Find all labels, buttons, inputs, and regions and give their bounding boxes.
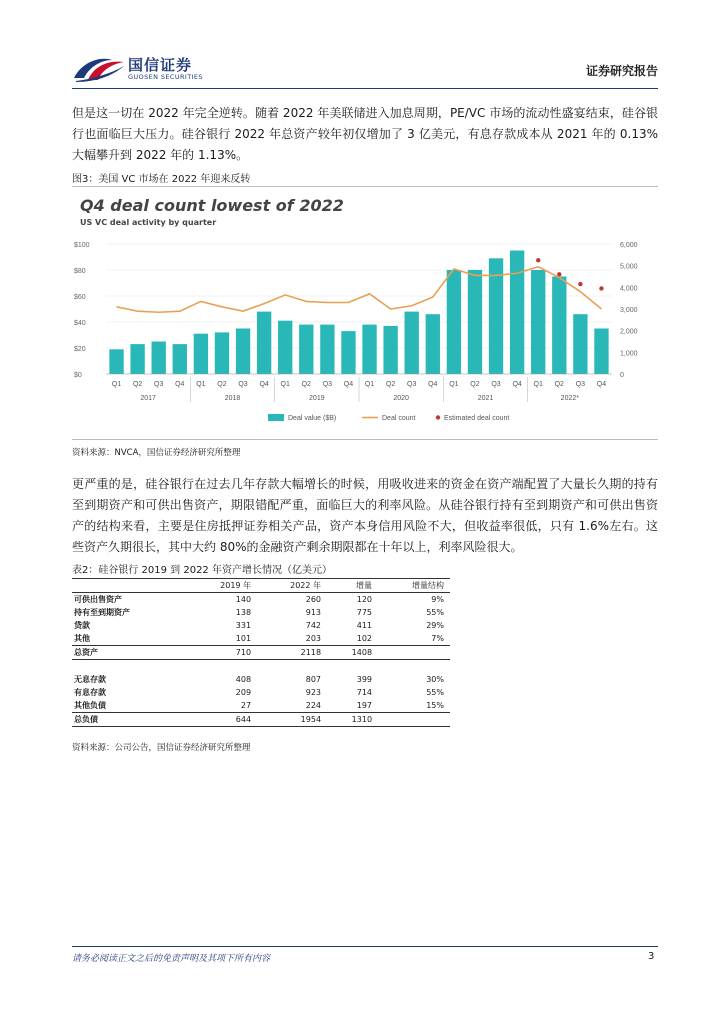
y-right-tick-label: 0 — [620, 372, 624, 379]
page-number: 3 — [648, 951, 655, 962]
page-header — [72, 48, 658, 88]
deal-value-bar — [173, 344, 187, 374]
table-row — [72, 632, 450, 646]
table-cell: 15% — [426, 701, 444, 710]
table-cell: 55% — [426, 608, 444, 617]
x-tick-label: Q3 — [238, 381, 248, 388]
figure-caption-divider — [72, 186, 658, 187]
asset-growth-table — [72, 578, 450, 727]
deal-value-bar — [362, 325, 376, 374]
guosen-logo-icon — [72, 52, 126, 84]
table-cell: 923 — [305, 688, 322, 697]
table-row-label: 贷款 — [74, 621, 90, 630]
deal-value-bar — [447, 270, 461, 374]
y-right-tick-label: 4,000 — [620, 285, 638, 293]
legend-label-deal-value: Deal value ($B) — [288, 415, 337, 422]
deal-value-bar — [152, 342, 166, 375]
deal-value-bar — [257, 312, 271, 374]
table-row-label: 持有至到期资产 — [74, 608, 130, 617]
deal-value-bar — [278, 321, 292, 374]
table-cell: 102 — [356, 634, 373, 643]
deal-value-bar — [194, 334, 208, 374]
deal-value-bar — [109, 349, 123, 374]
year-label: 2021 — [477, 395, 494, 402]
x-tick-label: Q3 — [322, 381, 333, 388]
chart-title: Q4 deal count lowest of 2022 — [80, 196, 344, 215]
table-row — [72, 686, 450, 699]
estimated-deal-count-point — [557, 272, 561, 276]
logo-chinese-name: 国信证券 — [128, 56, 193, 74]
x-tick-label: Q4 — [175, 381, 185, 388]
table-cell: 2118 — [257, 646, 327, 660]
deal-value-bar — [468, 270, 482, 374]
table-cell: 742 — [305, 621, 322, 630]
table-cell: 1954 — [257, 713, 327, 727]
x-tick-label: Q2 — [470, 381, 480, 388]
table-cell: 101 — [235, 634, 252, 643]
x-tick-label: Q4 — [259, 381, 269, 388]
legend-swatch-deal-value — [268, 414, 284, 421]
y-right-tick-label: 1,000 — [620, 350, 638, 358]
deal-value-bar — [236, 329, 250, 375]
deal-value-bar — [320, 325, 334, 374]
table-cell: 30% — [426, 675, 444, 684]
header-divider — [72, 88, 658, 89]
table-total-row — [72, 646, 450, 660]
year-label: 2017 — [140, 395, 156, 402]
table-cell: 411 — [356, 621, 373, 630]
year-label: 2019 — [309, 395, 325, 402]
table-row-label: 其他 — [74, 634, 90, 643]
footer-divider — [72, 946, 658, 947]
deal-count-line — [117, 267, 602, 313]
x-tick-label: Q3 — [407, 381, 417, 388]
estimated-deal-count-point — [578, 282, 582, 286]
paragraph-1: 但是这一切在 2022 年完全逆转。随着 2022 年美联储进入加息周期，PE/VC 市场的流动性盛宴结束，硅谷银行也面临巨大压力。硅谷银行 2022 年总资产较年初仅增加了 3 亿美元，有息存款成本从 2021 年的 0.13%大幅攀升到 2022 年的 1.13%。 — [72, 106, 658, 162]
deal-value-bar — [573, 314, 587, 374]
table-cell: 29% — [426, 621, 444, 630]
table-source: 资料来源：公司公告，国信证券经济研究所整理 — [72, 743, 251, 753]
footer-disclaimer: 请务必阅读正文之后的免责声明及其项下所有内容 — [72, 954, 271, 964]
x-tick-label: Q4 — [512, 381, 522, 388]
y-left-tick-label: $40 — [74, 320, 86, 327]
table-cell: 55% — [426, 688, 444, 697]
y-right-tick-label: 6,000 — [620, 242, 638, 249]
table-cell: 714 — [356, 688, 373, 697]
year-label: 2018 — [224, 395, 241, 402]
x-tick-label: Q4 — [596, 381, 607, 388]
table-caption: 表2：硅谷银行 2019 到 2022 年资产增长情况（亿美元） — [72, 565, 332, 576]
x-tick-label: Q3 — [154, 381, 164, 388]
table-cell: 140 — [235, 595, 252, 604]
x-tick-label: Q1 — [533, 381, 543, 388]
table-header-row — [72, 579, 450, 593]
table-cell — [378, 646, 450, 660]
table-header-cell — [72, 579, 187, 593]
table-row-label: 有息存款 — [74, 688, 106, 697]
y-left-tick-label: $60 — [74, 294, 86, 301]
table-cell: 203 — [305, 634, 322, 643]
table-row-label: 无息存款 — [74, 675, 106, 684]
paragraph-2: 更严重的是，硅谷银行在过去几年存款大幅增长的时候，用吸收进来的资金在资产端配置了大量长久期的持有至到期资产和可供出售资产，期限错配严重，面临巨大的利率风险。从硅谷银行持有至到期资产和可供出售资产的结构来看，主要是住房抵押证券相关产品，资产本身信用风险不大，但收益率很低，只有 1.6%左右。这些资产久期很长，其中大约 80%的金融资产剩余期限都在十年以上，利率风险很大。 — [72, 477, 658, 554]
x-tick-label: Q4 — [343, 381, 354, 388]
table-row — [72, 593, 450, 607]
y-left-tick-label: $20 — [74, 346, 86, 353]
table-cell: 644 — [187, 713, 257, 727]
x-tick-label: Q1 — [111, 381, 122, 388]
x-tick-label: Q3 — [491, 381, 501, 388]
table-cell: 9% — [431, 595, 444, 604]
table-row-label: 总负债 — [72, 713, 187, 727]
deal-value-bar — [552, 277, 566, 375]
deal-value-bar — [130, 344, 144, 374]
legend-label-estimated: Estimated deal count — [444, 415, 510, 422]
deal-value-bar — [215, 332, 229, 374]
table-cell: 260 — [305, 595, 322, 604]
table-cell: 408 — [235, 675, 252, 684]
table-spacer-cell — [72, 660, 450, 674]
legend-label-deal-count: Deal count — [382, 415, 416, 422]
deal-value-bar — [426, 314, 440, 374]
figure-caption: 图3：美国 VC 市场在 2022 年迎来反转 — [72, 174, 251, 185]
y-right-tick-label: 3,000 — [620, 307, 638, 314]
x-tick-label: Q2 — [385, 381, 396, 388]
vc-deal-activity-chart — [72, 234, 662, 434]
y-left-tick-label: $0 — [74, 372, 82, 379]
deal-value-bar — [341, 331, 355, 374]
report-type-label: 证券研究报告 — [585, 64, 658, 78]
y-left-tick-label: $80 — [74, 268, 86, 275]
table-cell: 775 — [356, 608, 373, 617]
x-tick-label: Q2 — [132, 381, 143, 388]
table-cell: 913 — [305, 608, 322, 617]
x-tick-label: Q3 — [575, 381, 586, 388]
logo-english-name: GUOSEN SECURITIES — [128, 73, 203, 81]
x-tick-label: Q1 — [196, 381, 206, 388]
table-cell: 1408 — [327, 646, 378, 660]
y-right-tick-label: 2,000 — [620, 328, 638, 336]
legend-swatch-estimated — [436, 415, 440, 419]
table-cell: 197 — [356, 701, 373, 710]
table-header-cell: 2022 年 — [257, 579, 327, 593]
x-tick-label: Q2 — [554, 381, 564, 388]
y-left-tick-label: $100 — [74, 242, 90, 249]
estimated-deal-count-point — [599, 286, 603, 290]
table-cell: 27 — [240, 701, 252, 710]
figure-source: 资料来源：NVCA，国信证券经济研究所整理 — [72, 448, 241, 458]
table-header-cell: 增量结构 — [378, 579, 450, 593]
x-tick-label: Q1 — [449, 381, 459, 388]
x-tick-label: Q2 — [217, 381, 227, 388]
estimated-deal-count-point — [536, 258, 540, 262]
figure-bottom-divider — [72, 439, 658, 440]
deal-value-bar — [594, 329, 608, 375]
year-label: 2020 — [393, 395, 409, 402]
table-spacer-row — [72, 660, 450, 674]
table-cell: 120 — [356, 595, 373, 604]
table-cell: 331 — [235, 621, 252, 630]
x-tick-label: Q1 — [364, 381, 375, 388]
table-cell: 138 — [235, 608, 252, 617]
table-cell: 1310 — [327, 713, 378, 727]
chart-subtitle: US VC deal activity by quarter — [80, 218, 217, 227]
table-row — [72, 619, 450, 632]
deal-value-bar — [405, 312, 419, 374]
table-row-label: 可供出售资产 — [74, 595, 122, 604]
table-header-cell: 2019 年 — [187, 579, 257, 593]
table-total-row — [72, 713, 450, 727]
x-tick-label: Q4 — [428, 381, 438, 388]
table-cell: 224 — [305, 701, 322, 710]
deal-value-bar — [299, 325, 313, 374]
deal-value-bar — [510, 251, 524, 375]
x-tick-label: Q2 — [301, 381, 311, 388]
table-cell: 7% — [431, 634, 444, 643]
table-cell — [378, 713, 450, 727]
table-cell: 209 — [235, 688, 252, 697]
x-tick-label: Q1 — [280, 381, 290, 388]
table-cell: 399 — [356, 675, 373, 684]
table-cell: 710 — [187, 646, 257, 660]
deal-value-bar — [383, 326, 397, 374]
table-row — [72, 606, 450, 619]
table-cell: 807 — [305, 675, 322, 684]
table-row — [72, 699, 450, 713]
deal-value-bar — [531, 270, 545, 374]
table-row — [72, 673, 450, 686]
table-row-label: 其他负债 — [74, 701, 106, 710]
y-right-tick-label: 5,000 — [620, 263, 638, 271]
table-row-label: 总资产 — [72, 646, 187, 660]
table-header-cell: 增量 — [327, 579, 378, 593]
year-label: 2022* — [560, 395, 579, 402]
